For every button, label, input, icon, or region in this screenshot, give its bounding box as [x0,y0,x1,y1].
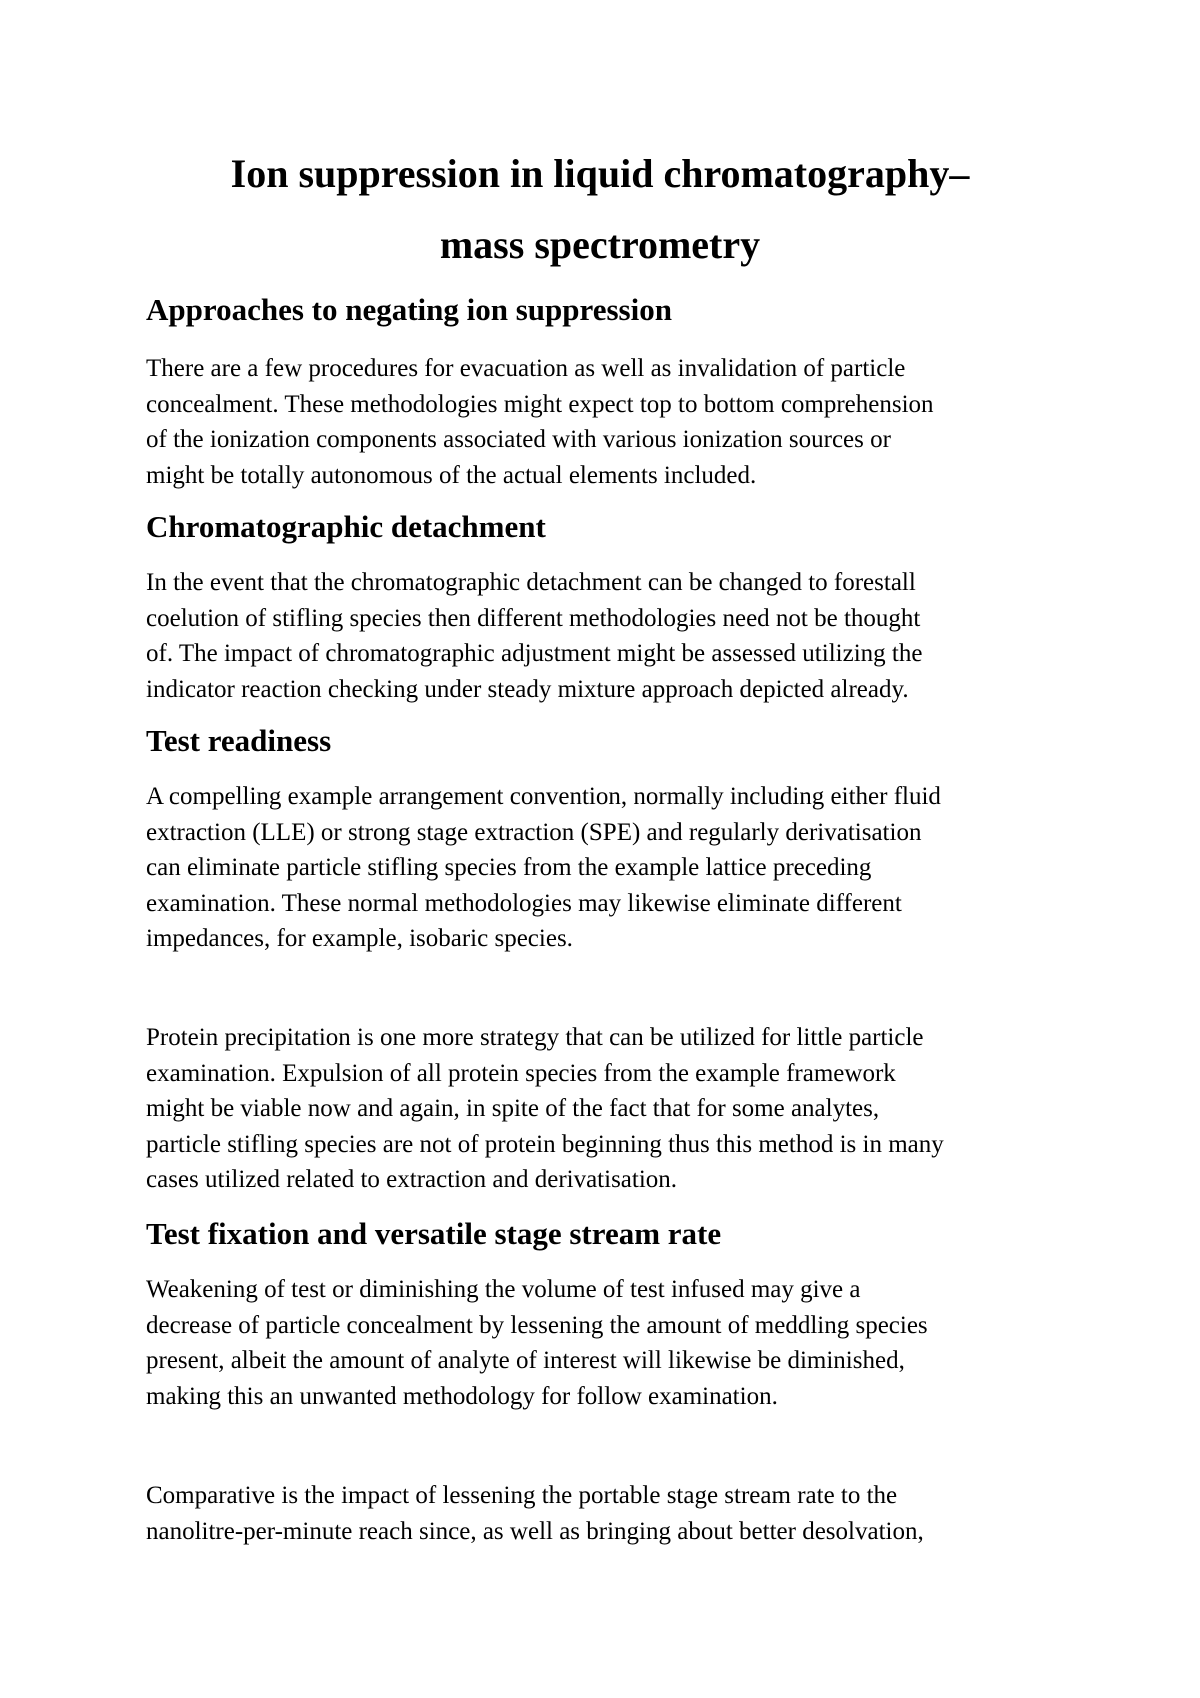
text-line: examination. Expulsion of all protein species from the example framework [146,1059,896,1087]
document-title [0,150,1200,269]
section-heading-test-fixation: Test fixation and versatile stage stream rate [146,1216,722,1251]
title-line-2: mass spectrometry [439,222,761,267]
text-line: examination. These normal methodologies may likewise eliminate different [146,889,902,917]
section-heading-test-readiness: Test readiness [146,723,332,758]
paragraph-test-fixation-2 [146,1478,1106,1549]
text-line: making this an unwanted methodology for follow examination. [146,1382,778,1410]
text-line: present, albeit the amount of analyte of interest will likewise be diminished, [146,1347,905,1374]
text-line: cases utilized related to extraction and derivatisation. [146,1166,678,1193]
paragraph-approaches [146,351,1106,493]
text-line: extraction (LLE) or strong stage extraction (SPE) and regularly derivatisation [146,818,922,846]
section-heading-chromatographic-detachment: Chromatographic detachment [146,509,546,544]
title-line-1: Ion suppression in liquid chromatography– [230,151,970,196]
text-line: particle stifling species are not of protein beginning thus this method is in many [146,1130,944,1158]
text-line: Protein precipitation is one more strategy that can be utilized for little particle [146,1024,924,1051]
paragraph-test-readiness-2 [146,1020,1106,1198]
paragraph-test-readiness-1 [146,779,1106,957]
text-line: of. The impact of chromatographic adjustment might be assessed utilizing the [146,640,923,667]
text-line: There are a few procedures for evacuation as well as invalidation of particle [146,355,906,382]
text-line: of the ionization components associated with various ionization sources or [146,426,891,453]
paragraph-chromatographic-detachment [146,565,1106,707]
text-line: impedances, for example, isobaric species. [146,925,573,952]
text-line: Comparative is the impact of lessening the portable stage stream rate to the [146,1482,898,1509]
text-line: might be viable now and again, in spite of the fact that for some analytes, [146,1095,880,1122]
text-line: indicator reaction checking under steady mixture approach depicted already. [146,675,909,703]
text-line: decrease of particle concealment by lessening the amount of meddling species [146,1311,928,1339]
text-line: Weakening of test or diminishing the volume of test infused may give a [146,1276,861,1303]
text-line: coelution of stifling species then different methodologies need not be thought [146,604,921,632]
paragraph-test-fixation-1 [146,1272,1106,1414]
text-line: might be totally autonomous of the actual elements included. [146,461,757,489]
text-line: nanolitre-per-minute reach since, as well as bringing about better desolvation, [146,1517,924,1545]
text-line: can eliminate particle stifling species from the example lattice preceding [146,854,872,881]
text-line: A compelling example arrangement convention, normally including either fluid [146,783,941,810]
section-heading-approaches: Approaches to negating ion suppression [146,292,672,327]
text-line: In the event that the chromatographic detachment can be changed to forestall [146,569,916,596]
text-line: concealment. These methodologies might expect top to bottom comprehension [146,390,934,418]
